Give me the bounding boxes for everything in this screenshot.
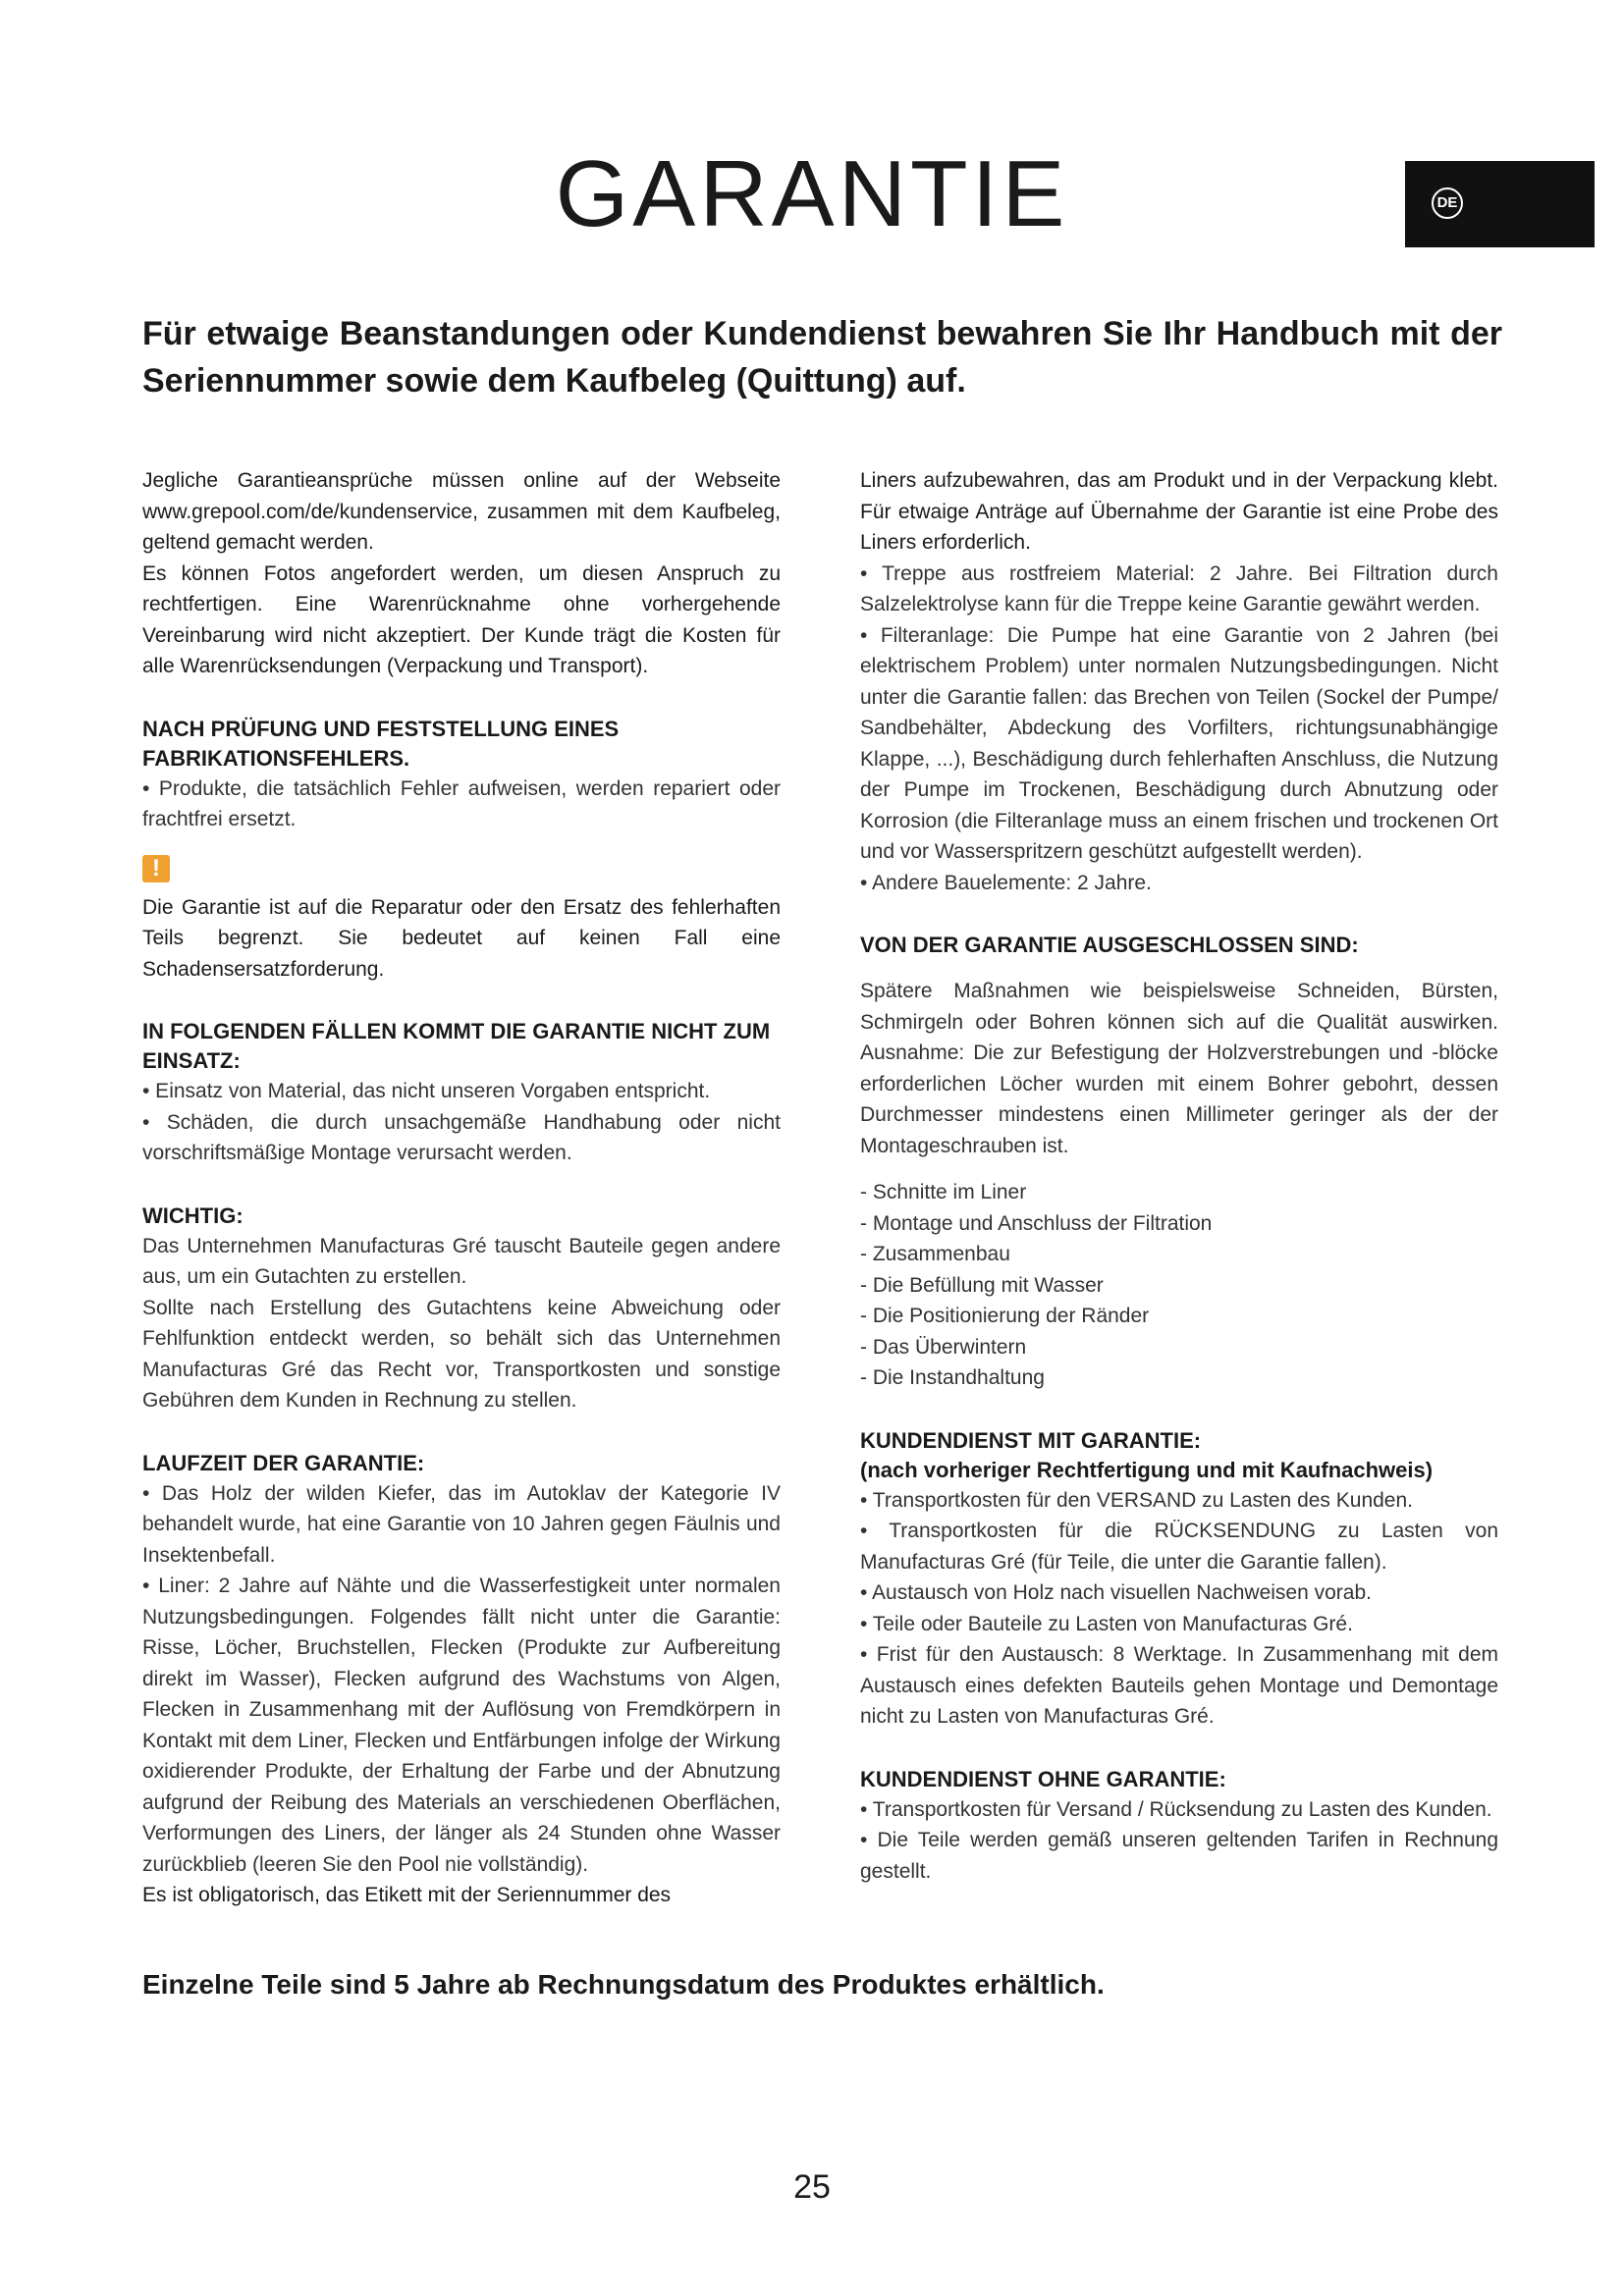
bullet-item: • Andere Bauelemente: 2 Jahre. [860, 871, 1152, 894]
bullet-item: • Filteranlage: Die Pumpe hat eine Garantie von 2 Jahren (bei elektrischem Problem) unter normalen Nutzungsbedingungen. Nicht unter die Garantie fallen: das Brechen von Teilen (Sockel der Pumpe/ Sandbehälter, Abdeckung des Vorfilters, richtungsunabhängige Klappe, ...), Beschädigung durch fehlerhaften Anschluss, die Nutzung der Pumpe im Trockenen, Beschädigung durch Abnutzung oder Korrosion (die Filteranlage muss an einem frischen und trockenen Ort und vor Wasserspritzern geschützt aufgestellt werden). [860, 623, 1498, 863]
list-item: - Schnitte im Liner [860, 1181, 1027, 1203]
list-item: - Montage und Anschluss der Filtration [860, 1211, 1213, 1235]
bullet-item: • Transportkosten für Versand / Rücksendung zu Lasten des Kunden. [860, 1797, 1492, 1821]
bullet-item: • Einsatz von Material, das nicht unseren Vorgaben entspricht. [142, 1080, 711, 1102]
right-paragraph-1: Liners aufzubewahren, das am Produkt und in der Verpackung klebt. Für etwaige Anträge auf Übernahme der Garantie ist eine Probe des Liners erforderlich. [860, 469, 1498, 554]
left-paragraph-2: Es können Fotos angefordert werden, um diesen Anspruch zu rechtfertigen. Eine Warenrücknahme ohne vorhergehende Vereinbarung wird nicht akzeptiert. Der Kunde trägt die Kosten für alle Warenrücksendungen (Verpackung und Transport). [142, 561, 781, 677]
bullet-item: • Liner: 2 Jahre auf Nähte und die Wasserfestigkeit unter normalen Nutzungsbedingungen. Folgendes fällt nicht unter die Garantie: Risse, Löcher, Bruchstellen, Flecken (Produkte zur Aufbereitung direkt im Wasser), Flecken aufgrund des Wachstums von Algen, Flecken in Zusammenhang mit der Auflösung von Fremdkörpern in Kontakt mit dem Liner, Flecken und Entfärbungen infolge der Wirkung oxidierender Produkte, der Erhaltung der Farbe und der Abnutzung aufgrund der Reibung des Materials an verschiedenen Oberflächen, Verformungen des Liners, der länger als 24 Stunden ohne Wasser zurückblieb (leeren Sie den Pool nie vollständig). [142, 1575, 781, 1876]
bullet-item: • Die Teile werden gemäß unseren geltenden Tarifen in Rechnung gestellt. [860, 1829, 1498, 1883]
bullet-item: • Treppe aus rostfreiem Material: 2 Jahre. Bei Filtration durch Salzelektrolyse kann für die Treppe keine Garantie gewährt werden. [860, 561, 1498, 615]
page-number: 25 [793, 2168, 831, 2206]
ausgeschlossen-paragraph: Spätere Maßnahmen wie beispielsweise Schneiden, Bürsten, Schmirgeln oder Bohren können sich auf die Qualität auswirken. Ausnahme: Die zur Befestigung der Holzverstrebungen und -blöcke erforderlichen Löcher wurden mit einem Bohrer gebohrt, dessen Durchmesser mindestens einen Millimeter geringer als der der Montageschrauben ist. [860, 980, 1498, 1157]
bullet-item: • Das Holz der wilden Kiefer, das im Autoklav der Kategorie IV behandelt wurde, hat eine Garantie von 10 Jahren gegen Fäulnis und Insektenbefall. [142, 1481, 781, 1567]
bullet-item: • Austausch von Holz nach visuellen Nachweisen vorab. [860, 1581, 1372, 1604]
heading-wichtig: WICHTIG: [142, 1202, 244, 1228]
intro-notice: Für etwaige Beanstandungen oder Kundendienst bewahren Sie Ihr Handbuch mit der Seriennummer sowie dem Kaufbeleg (Quittung) auf. [142, 315, 1502, 400]
spare-parts-note: Einzelne Teile sind 5 Jahre ab Rechnungsdatum des Produktes erhältlich. [142, 1969, 1105, 2000]
bullet-item: • Schäden, die durch unsachgemäße Handhabung oder nicht vorschriftsmäßige Montage verursacht werden. [142, 1110, 781, 1164]
bullet-item: • Frist für den Austausch: 8 Werktage. In Zusammenhang mit dem Austausch eines defekten Bauteils gehen Montage und Demontage nicht zu Lasten von Manufacturas Gré. [860, 1643, 1498, 1728]
language-tab [1405, 161, 1595, 247]
language-badge: DE [1432, 187, 1463, 219]
page-title: GARANTIE [555, 141, 1069, 246]
bullet-item: • Transportkosten für den VERSAND zu Lasten des Kunden. [860, 1488, 1414, 1512]
list-item: - Die Instandhaltung [860, 1366, 1045, 1389]
wichtig-paragraph-2: Sollte nach Erstellung des Gutachtens keine Abweichung oder Fehlfunktion entdeckt werden, so behält sich das Unternehmen Manufacturas Gré das Recht vor, Transportkosten und sonstige Gebühren dem Kunden in Rechnung zu stellen. [142, 1296, 781, 1412]
warning-text: Die Garantie ist auf die Reparatur oder den Ersatz des fehlerhaften Teils begrenzt. Sie bedeutet auf keinen Fall eine Schadensersatzforderung. [142, 895, 781, 981]
heading-nach-pruefung: NACH PRÜFUNG UND FESTSTELLUNG EINES FABRIKATIONSFEHLERS. [142, 716, 620, 771]
bullet-item: • Produkte, die tatsächlich Fehler aufweisen, werden repariert oder frachtfrei ersetzt. [142, 776, 781, 830]
list-item: - Die Positionierung der Ränder [860, 1305, 1150, 1327]
left-column [142, 465, 781, 1911]
left-paragraph-1: Jegliche Garantieansprüche müssen online auf der Webseite www.grepool.com/de/kundenservice, zusammen mit dem Kaufbeleg, geltend gemacht werden. [142, 469, 781, 554]
heading-kundendienst-ohne: KUNDENDIENST OHNE GARANTIE: [860, 1766, 1226, 1791]
wichtig-paragraph-1: Das Unternehmen Manufacturas Gré tauscht Bauteile gegen andere aus, um ein Gutachten zu erstellen. [142, 1234, 781, 1288]
subheading-kundendienst-mit: (nach vorheriger Rechtfertigung und mit Kaufnachweis) [860, 1457, 1434, 1482]
list-item: - Zusammenbau [860, 1243, 1010, 1265]
bullet-item: • Teile oder Bauteile zu Lasten von Manufacturas Gré. [860, 1612, 1353, 1635]
heading-ausgeschlossen: VON DER GARANTIE AUSGESCHLOSSEN SIND: [860, 933, 1359, 957]
warning-icon: ! [142, 855, 170, 882]
laufzeit-paragraph: Es ist obligatorisch, das Etikett mit der Seriennummer des [142, 1884, 672, 1906]
bullet-item: • Transportkosten für die RÜCKSENDUNG zu Lasten von Manufacturas Gré (für Teile, die unter die Garantie fallen). [860, 1520, 1498, 1574]
heading-laufzeit: LAUFZEIT DER GARANTIE: [142, 1450, 425, 1475]
right-column [860, 465, 1498, 1887]
excluded-list [860, 1177, 1498, 1394]
list-item: - Die Befüllung mit Wasser [860, 1273, 1104, 1297]
heading-kundendienst-mit: KUNDENDIENST MIT GARANTIE: [860, 1427, 1202, 1453]
heading-nicht-zum-einsatz: IN FOLGENDEN FÄLLEN KOMMT DIE GARANTIE NICHT ZUM EINSATZ: [142, 1019, 771, 1073]
list-item: - Das Überwintern [860, 1335, 1027, 1359]
